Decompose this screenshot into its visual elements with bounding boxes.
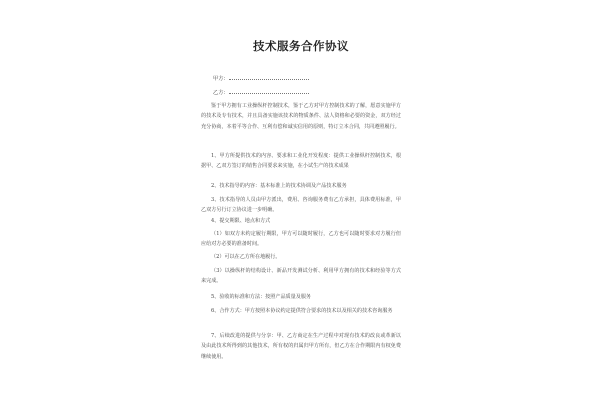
party-a-line [213,74,309,83]
clause-5-paragraph: 5、验收的标准和方法：按照产品质量及服务 [211,294,312,300]
document-title: 技术服务合作协议 [253,39,349,53]
party-b-label: 乙方： [213,90,229,96]
clause-4-3-paragraph: （3）以操纵杆的结构设计、新品开发测试分析、利用甲方拥有的技术和经验等方式来完成。 [201,268,401,285]
clause-6-paragraph: 6、合作方式：甲方按照本协议约定提供符合要求的技术以及相关的技术咨询服务 [211,308,393,314]
party-b-blank [229,88,309,94]
clause-7-paragraph: 7、后续改进的提供与分享：甲、乙方商定在生产过程中对现有技术的改良或革新以及由此技术所得到的其他技术，所有权的归属归甲方所有，但乙方在合作期限内有权免费继续使用。 [201,333,401,360]
clause-4-1-paragraph: （1）如双方未约定履行期限，甲方可以随时履行，乙方也可以随时要求对方履行但应给对方必要的准备时间。 [201,231,401,248]
party-b-line [213,88,309,97]
clause-2-paragraph: 2、技术指导的内容：基本标准上的技术协调及产品技术服务 [211,183,347,189]
clause-3-paragraph: 3、技术指导的人员由甲方派出，费用、咨询服务费有乙方承担，具体费用标准，甲乙双方另行订立协议进一步明确。 [201,197,401,214]
preamble-paragraph: 鉴于甲方拥有工业操纵杆控制技术，鉴于乙方对甲方控制技术的了解，愿意实施甲方的技术及专有技术，并且具备实施该技术的物质条件、法人资格和必要的资金，双方经过充分协商，本着平等合作、互利有偿和诚实信用的原则，特订立本合同，共同遵照履行。 [201,103,401,130]
clause-4-2-paragraph: （2）可以在乙方所在地履行。 [211,254,281,260]
clause-4-paragraph: 4、提交期限、地点和方式 [211,218,271,224]
party-a-label: 甲方： [213,76,229,82]
clause-1-paragraph: 1、甲方所提供技术的内容、要求和工业化开发程度：提供工业操纵杆控制技术，根据甲、乙双方签订的销售合同要求来实施，在小试生产的技术成果 [201,153,401,170]
party-a-blank [229,74,309,80]
